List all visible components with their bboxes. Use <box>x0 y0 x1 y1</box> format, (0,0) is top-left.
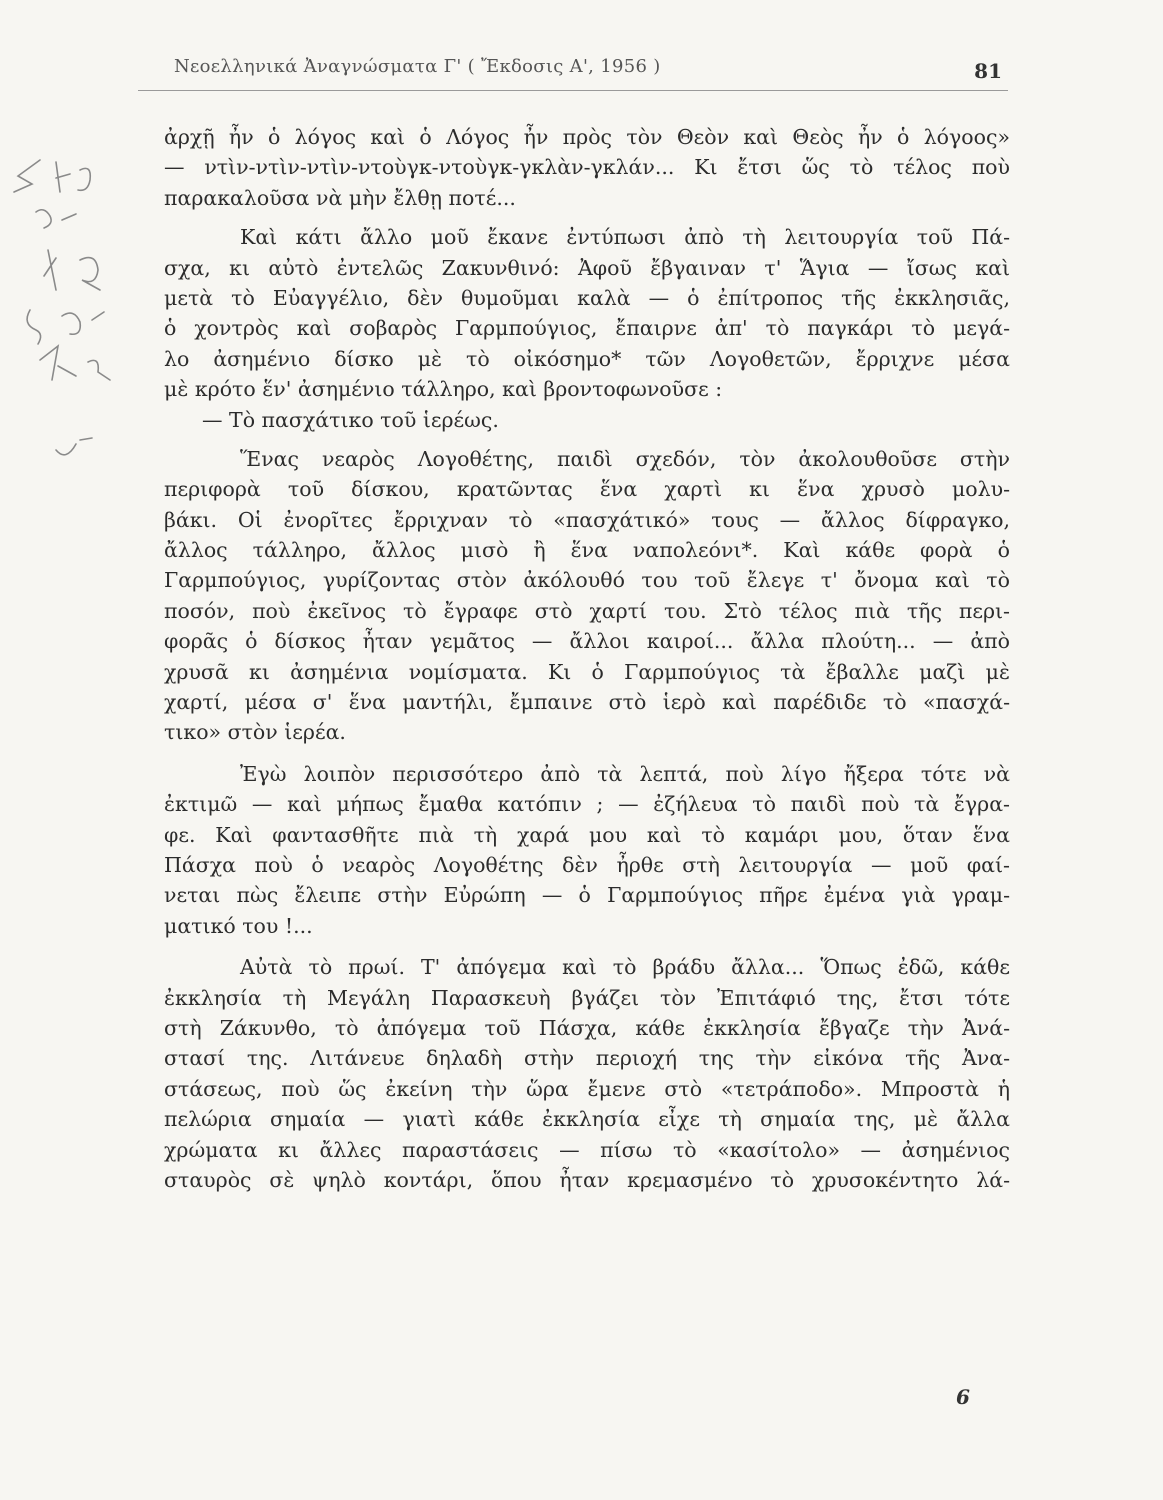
text-line: πελώρια σημαία — γιατὶ κάθε ἐκκλησία εἶχε τὴ σημαία της, μὲ ἄλλα <box>164 1107 1010 1132</box>
running-head: Νεοελληνικά Ἀναγνώσματα Γ' ( Ἔκδοσις Α', 1956 ) <box>174 56 661 77</box>
text-line: χρώματα κι ἄλλες παραστάσεις — πίσω τὸ «κασίτολο» — ἀσημένιος <box>164 1137 1010 1162</box>
text-line: στὴ Ζάκυνθο, τὸ ἀπόγεμα τοῦ Πάσχα, κάθε ἐκκλησία ἔβγαζε τὴν Ἀνά- <box>164 1015 1010 1040</box>
margin-scribble-graphic <box>0 140 140 480</box>
text-line: χαρτί, μέσα σ' ἕνα μαντήλι, ἔμπαινε στὸ ἱερὸ καὶ παρέδιδε τὸ «πασχά- <box>164 690 1010 715</box>
handwritten-margin-notes <box>0 140 140 480</box>
text-line: παρακαλοῦσα νὰ μὴν ἔλθῃ ποτέ... <box>164 185 516 210</box>
text-line: ἄλλος τάλληρο, ἄλλος μισὸ ἢ ἕνα ναπολεόνι*. Καὶ κάθε φορὰ ὁ <box>164 538 1010 563</box>
text-line: νεται πὼς ἔλειπε στὴν Εὐρώπη — ὁ Γαρμπούγιος πῆρε ἐμένα γιὰ γραμ- <box>164 883 1010 908</box>
text-line: — Τὸ πασχάτικο τοῦ ἱερέως. <box>202 407 499 432</box>
text-line: χρυσᾶ κι ἀσημένια νομίσματα. Κι ὁ Γαρμπούγιος τὰ ἔβαλλε μαζὶ μὲ <box>164 659 1010 684</box>
text-line: φε. Καὶ φαντασθῆτε πιὰ τὴ χαρά μου καὶ τὸ καμάρι μου, ὅταν ἕνα <box>164 822 1010 847</box>
text-line: μετὰ τὸ Εὐαγγέλιο, δὲν θυμοῦμαι καλὰ — ὁ ἐπίτροπος τῆς ἐκκλησιᾶς, <box>164 285 1010 310</box>
text-line: σταυρὸς σὲ ψηλὸ κοντάρι, ὅπου ἦταν κρεμασμένο τὸ χρυσοκέντητο λά- <box>164 1167 1010 1192</box>
text-line: Γαρμπούγιος, γυρίζοντας στὸν ἀκόλουθό του τοῦ ἔλεγε τ' ὄνομα καὶ τὸ <box>164 568 1010 593</box>
text-line: στάσεως, ποὺ ὥς ἐκείνη τὴν ὥρα ἔμενε στὸ «τετράποδο». Μπροστὰ ἡ <box>164 1076 1010 1101</box>
text-line: ματικό του !... <box>164 913 313 938</box>
text-line: ὁ χοντρὸς καὶ σοβαρὸς Γαρμπούγιος, ἔπαιρνε ἀπ' τὸ παγκάρι τὸ μεγά- <box>164 316 1010 341</box>
text-line: λο ἀσημένιο δίσκο μὲ τὸ οἰκόσημο* τῶν Λογοθετῶν, ἔρριχνε μέσα <box>164 346 1010 371</box>
text-line: Ἐγὼ λοιπὸν περισσότερο ἀπὸ τὰ λεπτά, ποὺ λίγο ἤξερα τότε νὰ <box>240 761 1010 786</box>
text-line: Πάσχα ποὺ ὁ νεαρὸς Λογοθέτης δὲν ἦρθε στὴ λειτουργία — μοῦ φαί- <box>164 852 1010 877</box>
page-number: 81 <box>974 59 1002 83</box>
text-line: Ἕνας νεαρὸς Λογοθέτης, παιδὶ σχεδόν, τὸν ἀκολουθοῦσε στὴν <box>240 446 1010 471</box>
text-line: ἐκκλησία τὴ Μεγάλη Παρασκευὴ βγάζει τὸν Ἐπιτάφιό της, ἔτσι τότε <box>164 985 1010 1010</box>
text-line: ποσόν, ποὺ ἐκεῖνος τὸ ἔγραφε στὸ χαρτί του. Στὸ τέλος πιὰ τῆς περι- <box>164 598 1010 623</box>
text-line: Αὐτὰ τὸ πρωί. Τ' ἀπόγεμα καὶ τὸ βράδυ ἄλλα... Ὅπως ἐδῶ, κάθε <box>240 955 1010 980</box>
text-line: περιφορὰ τοῦ δίσκου, κρατῶντας ἕνα χαρτὶ κι ἕνα χρυσὸ μολυ- <box>164 477 1010 502</box>
text-line: φορᾶς ὁ δίσκος ἦταν γεμᾶτος — ἄλλοι καιροί... ἄλλα πλούτη... — ἀπὸ <box>164 629 1010 654</box>
text-line: μὲ κρότο ἕν' ἀσημένιο τάλληρο, καὶ βροντοφωνοῦσε : <box>164 377 723 402</box>
text-line: — ντὶν-ντὶν-ντὶν-ντοὺγκ-ντοὺγκ-γκλὰν-γκλάν... Κι ἔτσι ὥς τὸ τέλος ποὺ <box>164 155 1010 180</box>
text-line: βάκι. Οἱ ἐνορῖτες ἔρριχναν τὸ «πασχάτικό» τους — ἄλλος δίφραγκο, <box>164 507 1010 532</box>
text-line: στασί της. Λιτάνευε δηλαδὴ στὴν περιοχή της τὴν εἰκόνα τῆς Ἀνα- <box>164 1046 1010 1071</box>
body-text <box>164 122 1010 1195</box>
page-header <box>138 50 1008 91</box>
text-line: τικο» στὸν ἱερέα. <box>164 720 346 745</box>
text-line: Καὶ κάτι ἄλλο μοῦ ἔκανε ἐντύπωσι ἀπὸ τὴ λειτουργία τοῦ Πά- <box>240 225 1010 250</box>
text-line: σχα, κι αὐτὸ ἐντελῶς Ζακυνθινό: Ἀφοῦ ἔβγαιναν τ' Ἅγια — ἴσως καὶ <box>164 255 1010 280</box>
text-line: ἀρχῇ ἦν ὁ λόγος καὶ ὁ Λόγος ἦν πρὸς τὸν Θεὸν καὶ Θεὸς ἦν ὁ λόγοος» <box>164 125 1010 149</box>
text-line: ἐκτιμῶ — καὶ μήπως ἔμαθα κατόπιν ; — ἐζήλευα τὸ παιδὶ ποὺ τὰ ἔγρα- <box>164 792 1010 817</box>
signature-mark: 6 <box>956 1385 970 1409</box>
